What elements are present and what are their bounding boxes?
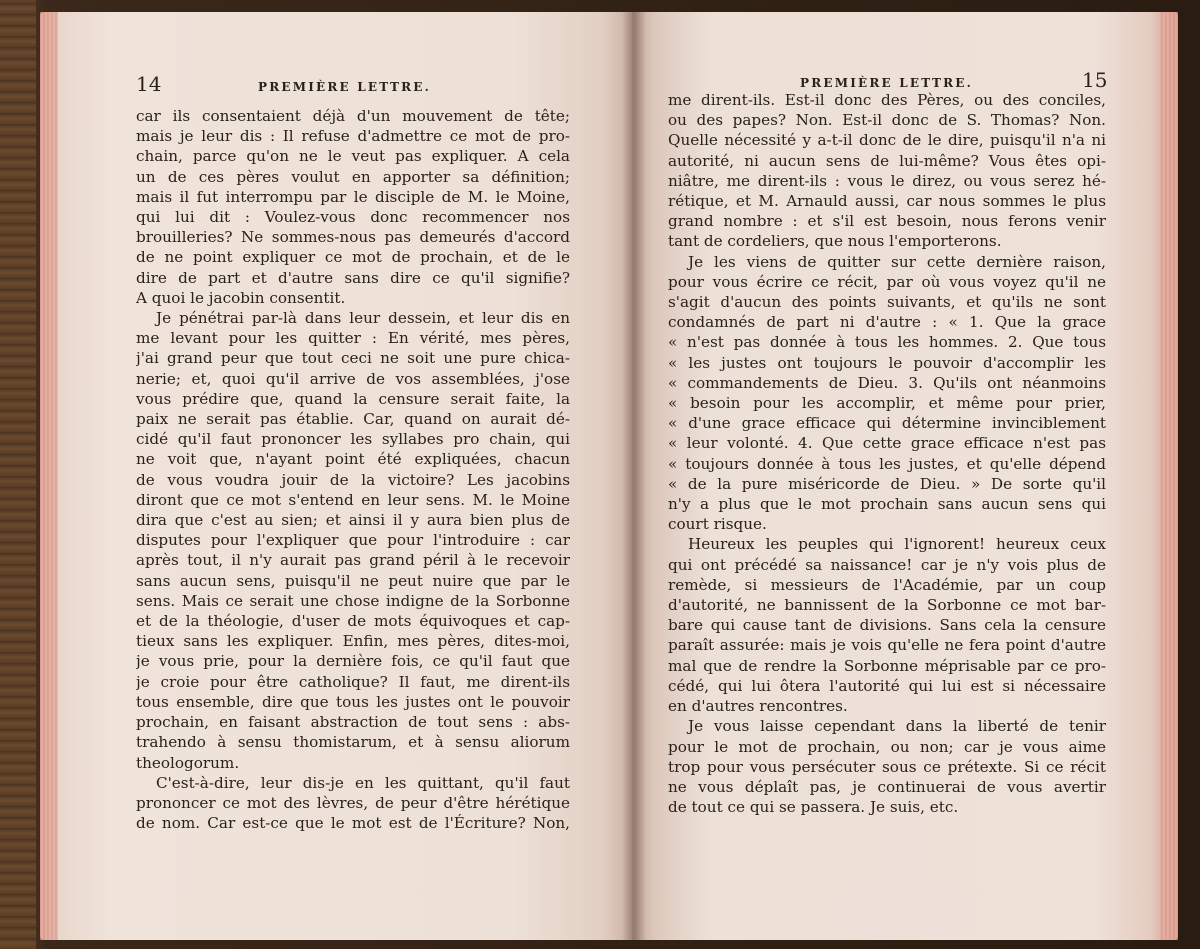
text-line: diront que ce mot s'entend en leur sens. M. le Moine <box>136 490 570 509</box>
text-line: de ne point expliquer ce mot de prochain, et de le <box>136 248 570 267</box>
text-line: « les justes ont toujours le pouvoir d'accomplir les <box>668 353 1106 372</box>
text-line: paraît assurée: mais je vois qu'elle ne fera point d'autre <box>668 636 1106 655</box>
text-line: cédé, qui lui ôtera l'autorité qui lui est si nécessaire <box>668 676 1106 695</box>
text-line: chain, parce qu'on ne le veut pas expliquer. A cela <box>136 147 570 166</box>
text-line: C'est-à-dire, leur dis-je en les quittant, qu'il faut <box>156 773 570 792</box>
text-line: « toujours donnée à tous les justes, et qu'elle dépend <box>668 454 1106 473</box>
right-running-head: PREMIÈRE LETTRE. <box>800 76 973 90</box>
text-line: dira que c'est au sien; et ainsi il y aura bien plus de <box>136 511 570 530</box>
left-running-head: PREMIÈRE LETTRE. <box>258 80 431 94</box>
text-line: un de ces pères voulut en apporter sa définition; <box>136 167 570 186</box>
right-page-number: 15 <box>1082 68 1108 92</box>
text-line: rétique, et M. Arnauld aussi, car nous sommes le plus <box>668 192 1106 211</box>
text-line: qui lui dit : Voulez-vous donc recommencer nos <box>136 208 570 227</box>
text-line: Heureux les peuples qui l'ignorent! heureux ceux <box>688 535 1106 554</box>
right-page <box>632 12 1178 940</box>
text-line: « de la pure miséricorde de Dieu. » De sorte qu'il <box>668 474 1106 493</box>
text-line: paix ne serait pas établie. Car, quand on aurait dé- <box>136 410 570 429</box>
text-line: « d'une grace efficace qui détermine invinciblement <box>668 414 1106 433</box>
text-line: de vous voudra jouir de la victoire? Les jacobins <box>136 470 570 489</box>
text-line: et de la théologie, d'user de mots équivoques et cap- <box>136 612 570 631</box>
text-line: tous ensemble, dire que tous les justes ont le pouvoir <box>136 692 570 711</box>
text-line: après tout, il n'y aurait pas grand péril à le recevoir <box>136 551 570 570</box>
text-line: mal que de rendre la Sorbonne méprisable par ce pro- <box>668 656 1106 675</box>
text-line: dire de part et d'autre sans dire ce qu'il signifie? <box>136 268 570 287</box>
text-line: trop pour vous persécuter sous ce prétexte. Si ce récit <box>668 757 1106 776</box>
text-line: tieux sans les expliquer. Enfin, mes pères, dites-moi, <box>136 632 570 651</box>
text-line: grand nombre : et s'il est besoin, nous ferons venir <box>668 212 1106 231</box>
text-line: Je vous laisse cependant dans la liberté de tenir <box>688 717 1106 736</box>
text-line: court risque. <box>668 515 767 534</box>
text-line: niâtre, me dirent-ils : vous le direz, ou vous serez hé- <box>668 171 1106 190</box>
text-line: « n'est pas donnée à tous les hommes. 2. Que tous <box>668 333 1106 352</box>
text-line: mais il fut interrompu par le disciple de M. le Moine, <box>136 187 570 206</box>
text-line: pour vous écrire ce récit, par où vous voyez qu'il ne <box>668 272 1106 291</box>
text-line: sens. Mais ce serait une chose indigne de la Sorbonne <box>136 591 570 610</box>
text-line: prochain, en faisant abstraction de tout sens : abs- <box>136 713 570 732</box>
text-line: cidé qu'il faut prononcer les syllabes pro chain, qui <box>136 430 570 449</box>
text-line: prononcer ce mot des lèvres, de peur d'être hérétique <box>136 793 570 812</box>
text-line: me levant pour les quitter : En vérité, mes pères, <box>136 329 570 348</box>
text-line: pour le mot de prochain, ou non; car je vous aime <box>668 737 1106 756</box>
left-page-number: 14 <box>136 72 162 96</box>
book-cover-edge <box>0 0 36 949</box>
text-line: s'agit d'aucun des points suivants, et qu'ils ne sont <box>668 293 1106 312</box>
text-line: vous prédire que, quand la censure serait faite, la <box>136 389 570 408</box>
text-line: « leur volonté. 4. Que cette grace efficace n'est pas <box>668 434 1106 453</box>
right-page-text <box>668 90 1106 817</box>
text-line: bare qui cause tant de divisions. Sans cela la censure <box>668 616 1106 635</box>
text-line: trahendo à sensu thomistarum, et à sensu aliorum <box>136 733 570 752</box>
text-line: ne voit que, n'ayant point été expliquées, chacun <box>136 450 570 469</box>
text-line: nerie; et, quoi qu'il arrive de vos assemblées, j'ose <box>136 369 570 388</box>
left-page <box>40 12 632 940</box>
text-line: Je pénétrai par-là dans leur dessein, et leur dis en <box>156 309 570 328</box>
left-page-edge <box>40 12 58 940</box>
left-page-text <box>136 106 570 833</box>
text-line: Quelle nécessité y a-t-il donc de le dire, puisqu'il n'a ni <box>668 131 1106 150</box>
text-line: « besoin pour les accomplir, et même pour prier, <box>668 394 1106 413</box>
text-line: remède, si messieurs de l'Académie, par un coup <box>668 575 1106 594</box>
text-line: qui ont précédé sa naissance! car je n'y vois plus de <box>668 555 1106 574</box>
text-line: mais je leur dis : Il refuse d'admettre ce mot de pro- <box>136 127 570 146</box>
text-line: disputes pour l'expliquer que pour l'introduire : car <box>136 531 570 550</box>
text-line: car ils consentaient déjà d'un mouvement de tête; <box>136 107 570 125</box>
text-line: A quoi le jacobin consentit. <box>136 288 346 307</box>
text-line: me dirent-ils. Est-il donc des Pères, ou des conciles, <box>668 91 1106 109</box>
text-line: Je les viens de quitter sur cette dernière raison, <box>688 252 1106 271</box>
text-line: j'ai grand peur que tout ceci ne soit une pure chica- <box>136 349 570 368</box>
text-line: ne vous déplaît pas, je continuerai de vous avertir <box>668 777 1106 796</box>
text-line: sans aucun sens, puisqu'il ne peut nuire que par le <box>136 571 570 590</box>
text-line: de nom. Car est-ce que le mot est de l'Écriture? Non, <box>136 814 570 833</box>
right-page-edge <box>1160 12 1178 940</box>
text-line: en d'autres rencontres. <box>668 697 848 716</box>
text-line: je croie pour être catholique? Il faut, me dirent-ils <box>136 672 570 691</box>
text-line: d'autorité, ne bannissent de la Sorbonne ce mot bar- <box>668 596 1106 615</box>
text-line: « commandements de Dieu. 3. Qu'ils ont néanmoins <box>668 373 1106 392</box>
text-line: tant de cordeliers, que nous l'emporterons. <box>668 232 1002 251</box>
text-line: je vous prie, pour la dernière fois, ce qu'il faut que <box>136 652 570 671</box>
text-line: condamnés de part ni d'autre : « 1. Que la grace <box>668 313 1106 332</box>
text-line: n'y a plus que le mot prochain sans aucun sens qui <box>668 495 1106 514</box>
text-line: ou des papes? Non. Est-il donc de S. Thomas? Non. <box>668 111 1106 130</box>
text-line: brouilleries? Ne sommes-nous pas demeurés d'accord <box>136 228 570 247</box>
text-line: de tout ce qui se passera. Je suis, etc. <box>668 798 959 817</box>
text-line: autorité, ni aucun sens de lui-même? Vous êtes opi- <box>668 151 1106 170</box>
book-gutter <box>622 12 646 940</box>
text-line: theologorum. <box>136 753 240 772</box>
